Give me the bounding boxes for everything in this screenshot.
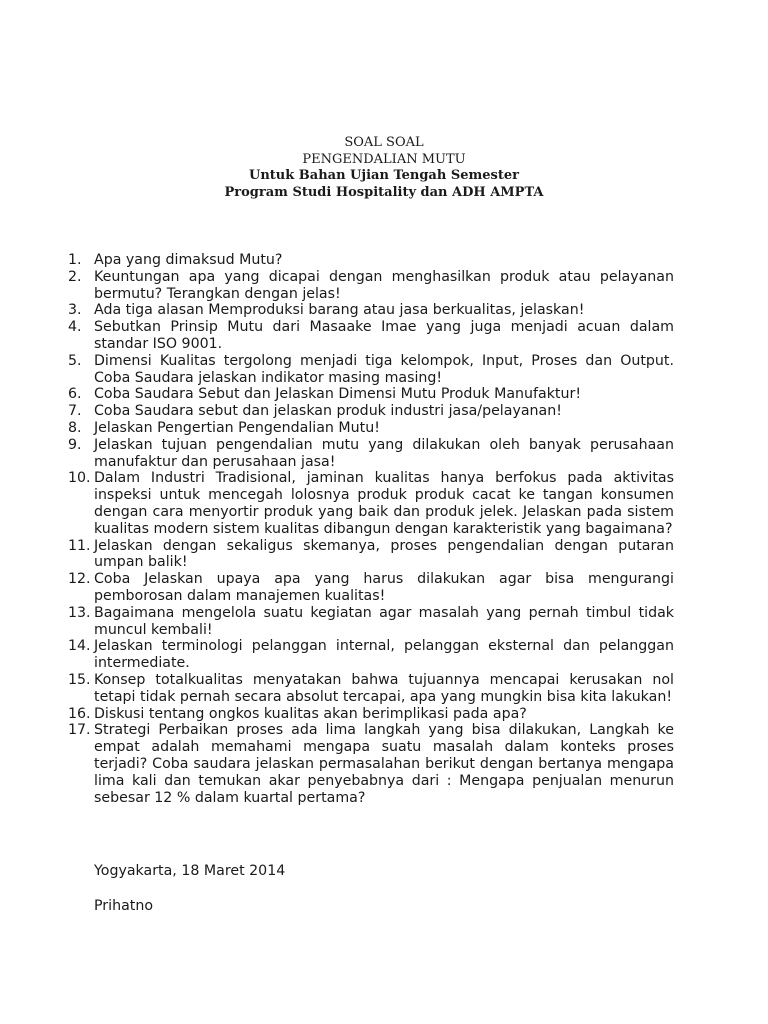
question-item <box>68 353 674 387</box>
question-text: Strategi Perbaikan proses ada lima langkah yang bisa dilakukan, Langkah ke empat adalah memahami mengapa suatu masalah dalam konteks proses terjadi? Coba saudara jelaskan permasalahan berikut dengan bertanya mengapa lima kali dan temukan akar penyebabnya dari : Mengapa penjualan menurun sebesar 12 % dalam kuartal pertama? <box>94 722 674 806</box>
question-text: Apa yang dimaksud Mutu? <box>94 252 283 268</box>
question-text: Dimensi Kualitas tergolong menjadi tiga kelompok, Input, Proses dan Output. Coba Saudara jelaskan indikator masing masing! <box>94 352 674 386</box>
question-number: 1. <box>68 252 82 268</box>
question-item <box>68 437 674 471</box>
question-text: Jelaskan Pengertian Pengendalian Mutu! <box>94 419 380 436</box>
header-purpose: Untuk Bahan Ujian Tengah Semester <box>249 168 519 183</box>
question-text: Dalam Industri Tradisional, jaminan kualitas hanya berfokus pada aktivitas inspeksi untuk mencegah lolosnya produk produk cacat ke tangan konsumen dengan cara menyortir produk yang baik dan produk jelek. Jelaskan pada sistem kualitas modern sistem kualitas dibangun dengan karakteristik yang bagaimana? <box>94 470 674 537</box>
question-number: 9. <box>68 436 82 453</box>
question-item <box>68 252 674 269</box>
question-number: 15. <box>68 671 91 688</box>
question-item <box>68 706 674 723</box>
question-number: 12. <box>68 571 91 588</box>
question-number: 6. <box>68 386 82 403</box>
question-text: Coba Jelaskan upaya apa yang harus dilakukan agar bisa mengurangi pemborosan dalam manajemen kualitas! <box>94 571 674 604</box>
question-number: 4. <box>68 319 82 336</box>
question-item <box>68 386 674 403</box>
question-item <box>68 319 674 353</box>
header-subject: PENGENDALIAN MUTU <box>302 151 466 167</box>
header-title: SOAL SOAL <box>344 135 424 150</box>
question-text: Sebutkan Prinsip Mutu dari Masaake Imae yang juga menjadi acuan dalam standar ISO 9001. <box>94 319 674 352</box>
question-item <box>68 302 674 319</box>
question-text: Bagaimana mengelola suatu kegiatan agar masalah yang pernah timbul tidak muncul kembali! <box>94 604 674 638</box>
question-number: 16. <box>68 705 91 722</box>
question-number: 14. <box>68 638 91 655</box>
question-text: Coba Saudara sebut dan jelaskan produk industri jasa/pelayanan! <box>94 403 562 420</box>
question-number: 17. <box>68 722 91 739</box>
question-item <box>68 672 674 706</box>
question-list <box>68 252 674 806</box>
header-program: Program Studi Hospitality dan ADH AMPTA <box>224 184 544 200</box>
question-item <box>68 605 674 639</box>
question-number: 3. <box>68 302 82 319</box>
question-text: Ada tiga alasan Memproduksi barang atau jasa berkualitas, jelaskan! <box>94 302 585 319</box>
signer-name: Prihatno <box>94 898 154 914</box>
question-text: Jelaskan dengan sekaligus skemanya, proses pengendalian dengan putaran umpan balik! <box>94 537 674 571</box>
question-number: 7. <box>68 403 82 420</box>
question-text: Keuntungan apa yang dicapai dengan menghasilkan produk atau pelayanan bermutu? Terangkan dengan jelas! <box>94 268 674 302</box>
question-text: Jelaskan terminologi pelanggan internal, pelanggan eksternal dan pelanggan intermediate. <box>94 638 674 672</box>
question-item <box>68 638 674 672</box>
place-date: Yogyakarta, 18 Maret 2014 <box>94 863 286 879</box>
question-number: 13. <box>68 604 91 621</box>
question-item <box>68 403 674 420</box>
question-item <box>68 538 674 572</box>
question-text: Konsep totalkualitas menyatakan bahwa tujuannya mencapai kerusakan nol tetapi tidak pernah secara absolut tercapai, apa yang mungkin bisa kita lakukan! <box>94 671 674 705</box>
question-text: Diskusi tentang ongkos kualitas akan berimplikasi pada apa? <box>94 705 527 722</box>
question-item <box>68 722 674 806</box>
question-text: Jelaskan tujuan pengendalian mutu yang dilakukan oleh banyak perusahaan manufaktur dan perusahaan jasa! <box>94 436 674 470</box>
question-item <box>68 420 674 437</box>
question-item <box>68 269 674 303</box>
question-number: 11. <box>68 537 91 554</box>
question-number: 8. <box>68 419 82 436</box>
question-number: 5. <box>68 352 82 369</box>
question-text: Coba Saudara Sebut dan Jelaskan Dimensi Mutu Produk Manufaktur! <box>94 386 582 403</box>
question-number: 10. <box>68 470 91 487</box>
question-number: 2. <box>68 268 82 285</box>
document-header <box>0 135 768 201</box>
question-item <box>68 571 674 605</box>
question-item <box>68 470 674 537</box>
